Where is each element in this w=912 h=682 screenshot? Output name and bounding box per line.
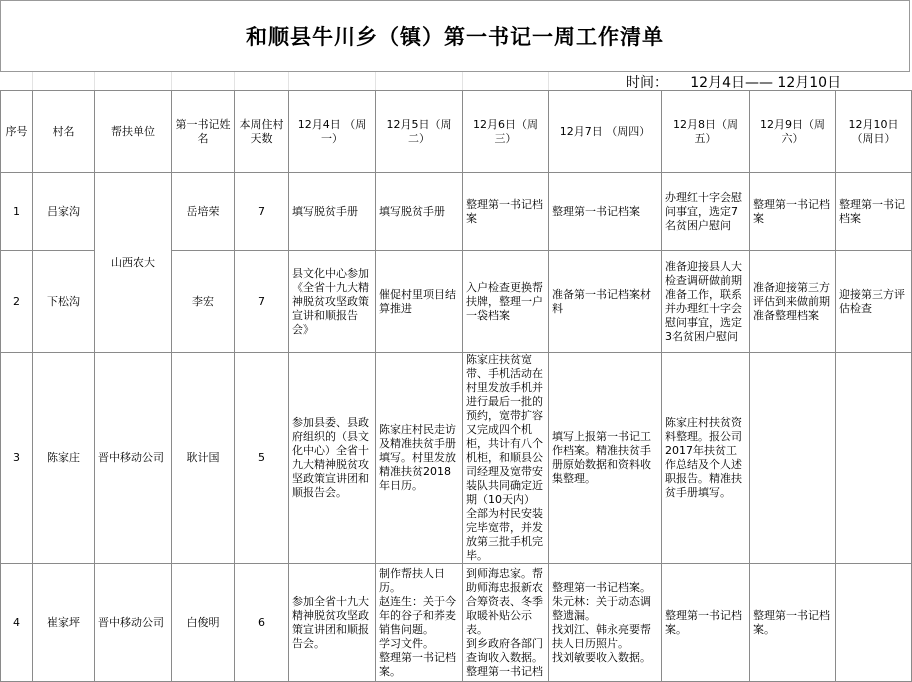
table-row	[1, 173, 912, 251]
header-day6: 12月9日（周六）	[750, 91, 836, 173]
cell-day1: 参加县委、县政府组织的（县文化中心）全省十九大精神脱贫攻坚政策宣讲团和顺报告会。	[289, 353, 376, 564]
cell-day7	[836, 353, 912, 564]
cell-seq: 2	[1, 251, 33, 353]
cell-day2: 陈家庄村民走访及精准扶贫手册填写。村里发放精准扶贫2018年日历。	[376, 353, 463, 564]
title-cell	[0, 0, 910, 72]
cell-seq: 3	[1, 353, 33, 564]
header-day2: 12月5日（周二）	[376, 91, 463, 173]
cell-unit: 晋中移动公司	[95, 564, 172, 682]
sheet-title: 和顺县牛川乡（镇）第一书记一周工作清单	[246, 24, 664, 49]
cell-day2: 催促村里项目结算推进	[376, 251, 463, 353]
cell-day5: 整理第一书记档案。	[662, 564, 750, 682]
cell-secretary: 李宏	[172, 251, 235, 353]
cell-unit: 山西农大	[95, 173, 172, 353]
header-day1: 12月4日 （周一）	[289, 91, 376, 173]
header-day5: 12月8日（周五）	[662, 91, 750, 173]
header-day7: 12月10日（周日）	[836, 91, 912, 173]
grid-line	[462, 72, 463, 90]
header-day4: 12月7日 （周四）	[549, 91, 662, 173]
cell-day7: 迎接第三方评估检查	[836, 251, 912, 353]
cell-day2: 制作帮扶人日历。 赵连生：关于今年的谷子和荞麦销售问题。 学习文件。 整理第一书记档案。	[376, 564, 463, 682]
cell-day4: 填写上报第一书记工作档案。精准扶贫手册原始数据和资料收集整理。	[549, 353, 662, 564]
cell-day1: 填写脱贫手册	[289, 173, 376, 251]
cell-days: 6	[235, 564, 289, 682]
cell-seq: 4	[1, 564, 33, 682]
cell-village: 吕家沟	[33, 173, 95, 251]
cell-day5: 办理红十字会慰问事宜，选定7名贫困户慰问	[662, 173, 750, 251]
cell-secretary: 岳培荣	[172, 173, 235, 251]
cell-day3: 入户检查更换帮扶牌，整理一户一袋档案	[463, 251, 549, 353]
grid-line	[32, 72, 33, 90]
header-village: 村名	[33, 91, 95, 173]
header-day3: 12月6日（周三）	[463, 91, 549, 173]
cell-days: 7	[235, 173, 289, 251]
cell-unit: 晋中移动公司	[95, 353, 172, 564]
grid-line	[548, 72, 549, 90]
cell-day6: 整理第一书记档案	[750, 173, 836, 251]
header-days: 本周住村天数	[235, 91, 289, 173]
cell-day3: 整理第一书记档案	[463, 173, 549, 251]
grid-line	[375, 72, 376, 90]
header-seq: 序号	[1, 91, 33, 173]
cell-day7	[836, 564, 912, 682]
grid-line	[234, 72, 235, 90]
cell-village: 陈家庄	[33, 353, 95, 564]
grid-line	[288, 72, 289, 90]
grid-line	[171, 72, 172, 90]
cell-day7: 整理第一书记档案	[836, 173, 912, 251]
cell-day4: 整理第一书记档案	[549, 173, 662, 251]
time-range: 12月4日—— 12月10日	[690, 75, 842, 91]
cell-day1: 参加全省十九大精神脱贫攻坚政策宣讲团和顺报告会。	[289, 564, 376, 682]
cell-days: 7	[235, 251, 289, 353]
time-line	[626, 72, 841, 92]
cell-day6: 整理第一书记档案。	[750, 564, 836, 682]
cell-day6	[750, 353, 836, 564]
cell-days: 5	[235, 353, 289, 564]
header-secretary: 第一书记姓名	[172, 91, 235, 173]
cell-day5: 准备迎接县人大检查调研做前期准备工作，联系并办理红十字会慰问事宜，选定3名贫困户慰问	[662, 251, 750, 353]
table-row	[1, 564, 912, 682]
grid-line	[94, 72, 95, 90]
table-row	[1, 353, 912, 564]
cell-village: 下松沟	[33, 251, 95, 353]
cell-day5: 陈家庄村扶贫资料整理。报公司2017年扶贫工作总结及个人述职报告。精准扶贫手册填写。	[662, 353, 750, 564]
cell-day3: 到师海忠家。帮助师海忠报新农合筹资表、冬季取暖补贴公示表。 到乡政府各部门查询收入数据。整理第一书记档	[463, 564, 549, 682]
cell-day2: 填写脱贫手册	[376, 173, 463, 251]
cell-day1: 县文化中心参加《全省十九大精神脱贫攻坚政策宣讲和顺报告会》	[289, 251, 376, 353]
work-table	[0, 90, 912, 682]
header-row	[1, 91, 912, 173]
cell-village: 崔家坪	[33, 564, 95, 682]
cell-day4: 准备第一书记档案材料	[549, 251, 662, 353]
header-unit: 帮扶单位	[95, 91, 172, 173]
cell-day6: 准备迎接第三方评估到来做前期准备整理档案	[750, 251, 836, 353]
cell-seq: 1	[1, 173, 33, 251]
time-label: 时间：	[626, 75, 668, 91]
cell-secretary: 白俊明	[172, 564, 235, 682]
cell-day3: 陈家庄扶贫宽带、手机活动在村里发放手机并进行最后一批的预约，宽带扩容又完成四个机柜，共计有八个机柜，和顺县公司经理及宽带安装队共同确定近期（10天内）全部为村民安装完毕宽带，并发放第三批手机完毕。	[463, 353, 549, 564]
cell-secretary: 耿计国	[172, 353, 235, 564]
cell-day4: 整理第一书记档案。 朱元林：关于动态调整遗漏。 找刘江、韩永亮要帮扶人日历照片。 找刘敏要收入数据。	[549, 564, 662, 682]
